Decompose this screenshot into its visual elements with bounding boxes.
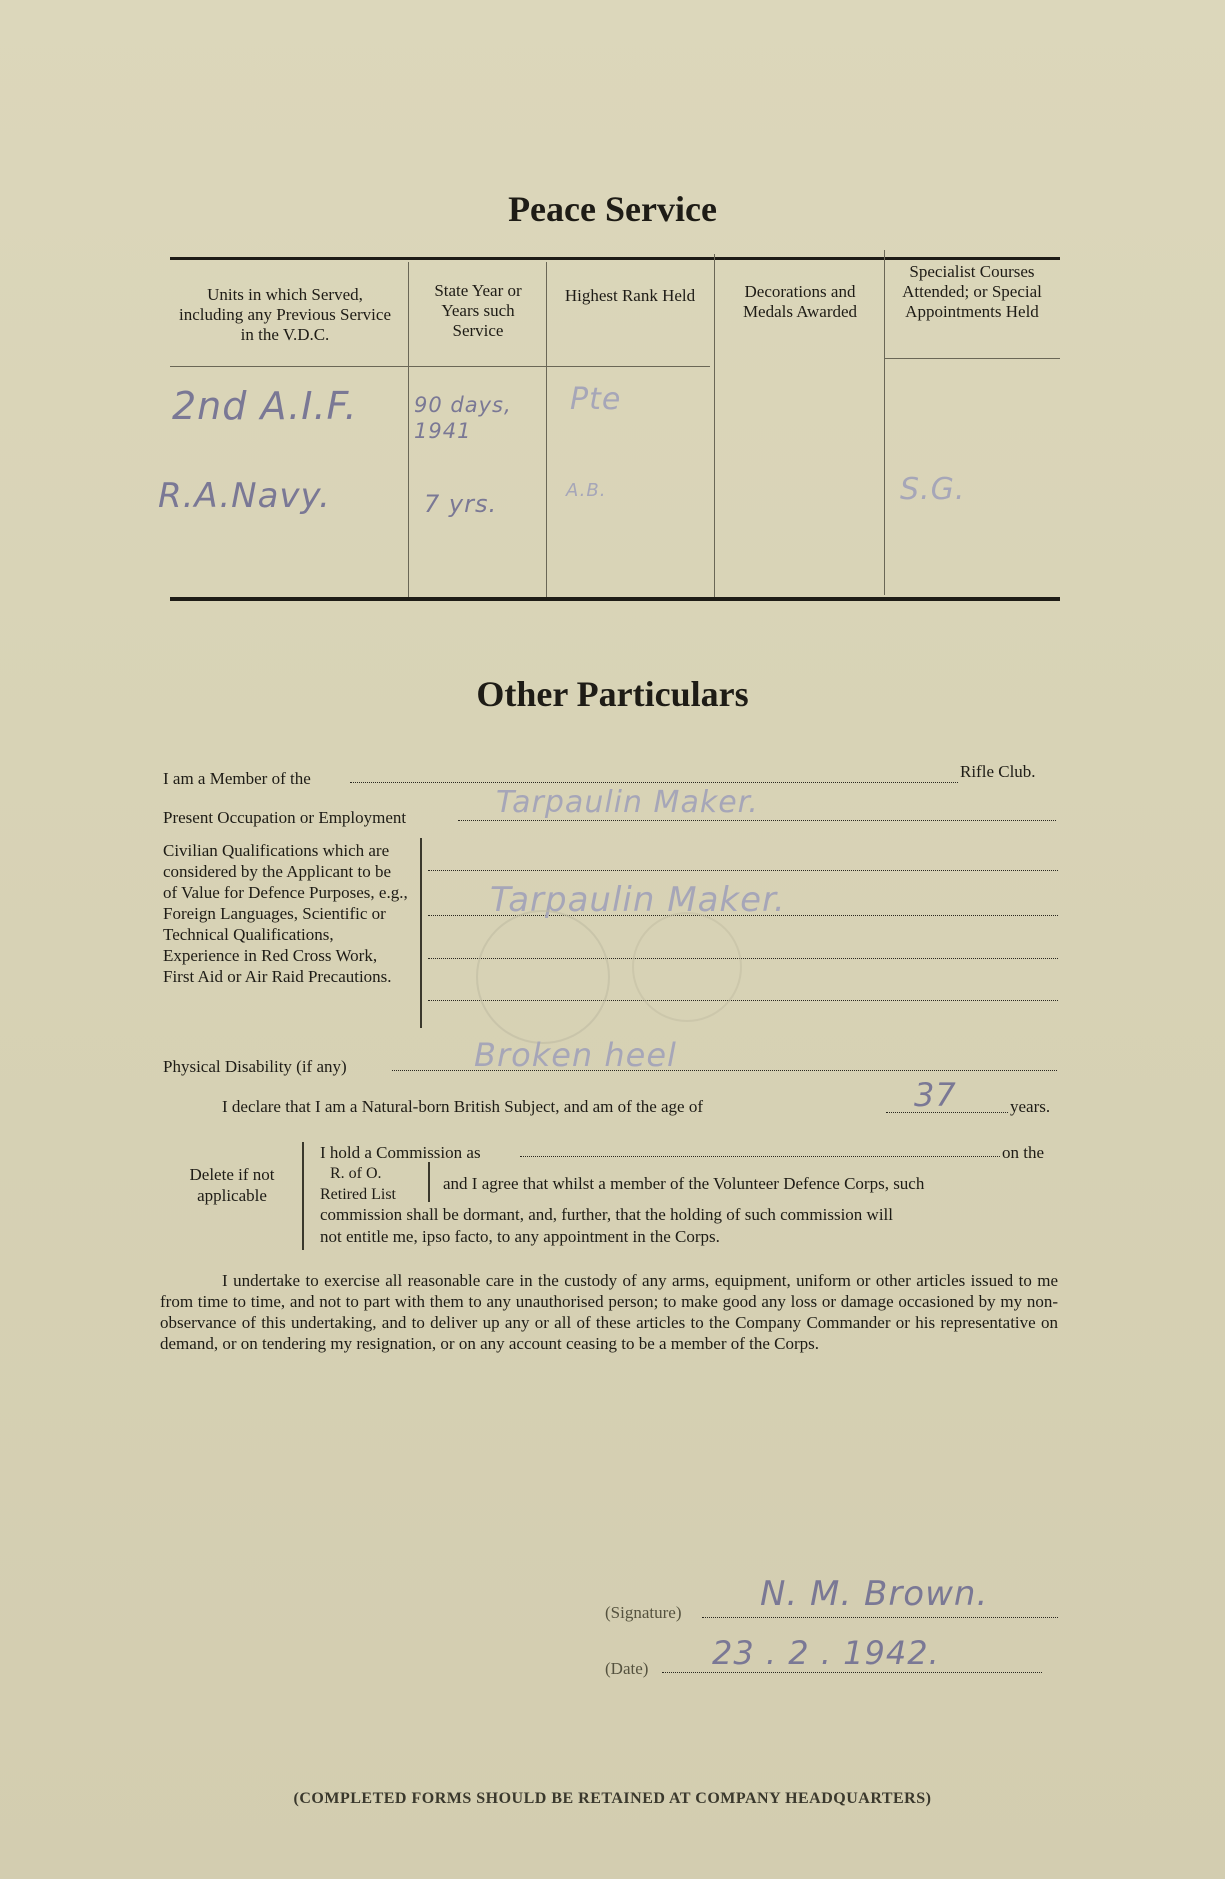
watermark-seal-small-icon (632, 912, 742, 1022)
col-divider-1 (408, 262, 409, 599)
commission-brace (302, 1142, 312, 1250)
retired-list-label: Retired List (320, 1186, 396, 1203)
signature-field[interactable] (702, 1617, 1058, 1618)
row2-rank: A.B. (566, 480, 607, 501)
col-header-specialist: Specialist Courses Attended; or Special Appointments Held (902, 262, 1042, 321)
header-underline-right (884, 358, 1060, 359)
commission-line-2: and I agree that whilst a member of the Volunteer Defence Corps, such (443, 1174, 925, 1193)
footer-note: (COMPLETED FORMS SHOULD BE RETAINED AT COMPANY HEADQUARTERS) (293, 1790, 932, 1807)
ro-label: R. of O. (330, 1165, 382, 1182)
ro-brace (422, 1162, 430, 1202)
row1-unit: 2nd A.I.F. (172, 384, 358, 428)
civil-qual-line-1[interactable] (428, 870, 1058, 871)
declaration-text: I declare that I am a Natural-born British Subject, and am of the age of (222, 1097, 704, 1116)
commission-line-3: commission shall be dormant, and, further, that the holding of such commission will (320, 1205, 893, 1224)
header-underline-left (170, 366, 710, 367)
civil-qual-brace (412, 838, 422, 1028)
row2-years: 7 yrs. (424, 490, 498, 518)
commission-line-4: not entitle me, ipso facto, to any appointment in the Corps. (320, 1227, 720, 1246)
col-header-rank: Highest Rank Held (564, 286, 696, 305)
delete-if-not-applicable: Delete if not applicable (189, 1165, 275, 1205)
rifle-club-field[interactable] (350, 782, 958, 783)
declaration-suffix: years. (1010, 1097, 1051, 1116)
disability-value: Broken heel (474, 1036, 677, 1074)
row1-rank: Pte (570, 382, 622, 417)
col-divider-2 (546, 262, 547, 599)
col-header-units: Units in which Served, including any Previous Service in the V.D.C. (179, 285, 391, 344)
civil-qual-label: Civilian Qualifications which are considered by the Applicant to be of Value for Defence Purposes, e.g., Foreign Languages, Scientific or Technical Qualifications, Experience in Red Cross Work, First Aid or Air Raid Precautions. (163, 841, 408, 986)
other-particulars-title: Other Particulars (476, 674, 749, 714)
occupation-label: Present Occupation or Employment (163, 808, 407, 827)
age-value: 37 (914, 1076, 957, 1114)
undertaking-paragraph: I undertake to exercise all reasonable care in the custody of any arms, equipment, uniform or other articles issued to me from time to time, and not to part with them to any unauthorised person; to make good any loss or damage occasioned by my non-observance of this undertaking, and to deliver up any or all of these articles to the Company Commander or his representative on demand, or on tendering my resignation, or on any account ceasing to be a member of the Corps. (160, 1271, 1058, 1353)
col-divider-4 (884, 250, 885, 595)
date-value: 23 . 2 . 1942. (712, 1634, 940, 1672)
rifle-club-suffix: Rifle Club. (960, 762, 1036, 781)
row1-years: 90 days, 1941 (414, 393, 512, 443)
civil-qual-value: Tarpaulin Maker. (490, 880, 786, 920)
row2-unit: R.A.Navy. (158, 476, 331, 516)
commission-on-the: on the (1002, 1143, 1045, 1162)
row2-specialist: S.G. (900, 472, 966, 507)
date-label: (Date) (605, 1659, 649, 1678)
signature-value: N. M. Brown. (760, 1574, 989, 1614)
date-field[interactable] (662, 1672, 1042, 1673)
signature-label: (Signature) (605, 1603, 682, 1622)
col-header-decorations: Decorations and Medals Awarded (742, 282, 858, 321)
col-header-years: State Year or Years such Service (434, 281, 522, 340)
disability-label: Physical Disability (if any) (163, 1057, 347, 1076)
occupation-value: Tarpaulin Maker. (496, 785, 759, 820)
occupation-field[interactable] (458, 820, 1056, 821)
watermark-seal-icon (476, 910, 610, 1044)
commission-line-1: I hold a Commission as (320, 1143, 481, 1162)
rifle-club-label: I am a Member of the (163, 769, 311, 788)
commission-field[interactable] (520, 1156, 1000, 1157)
table-bottom-rule (170, 597, 1060, 601)
table-top-rule (170, 257, 1060, 260)
peace-service-title: Peace Service (508, 189, 717, 229)
col-divider-3 (714, 254, 715, 599)
